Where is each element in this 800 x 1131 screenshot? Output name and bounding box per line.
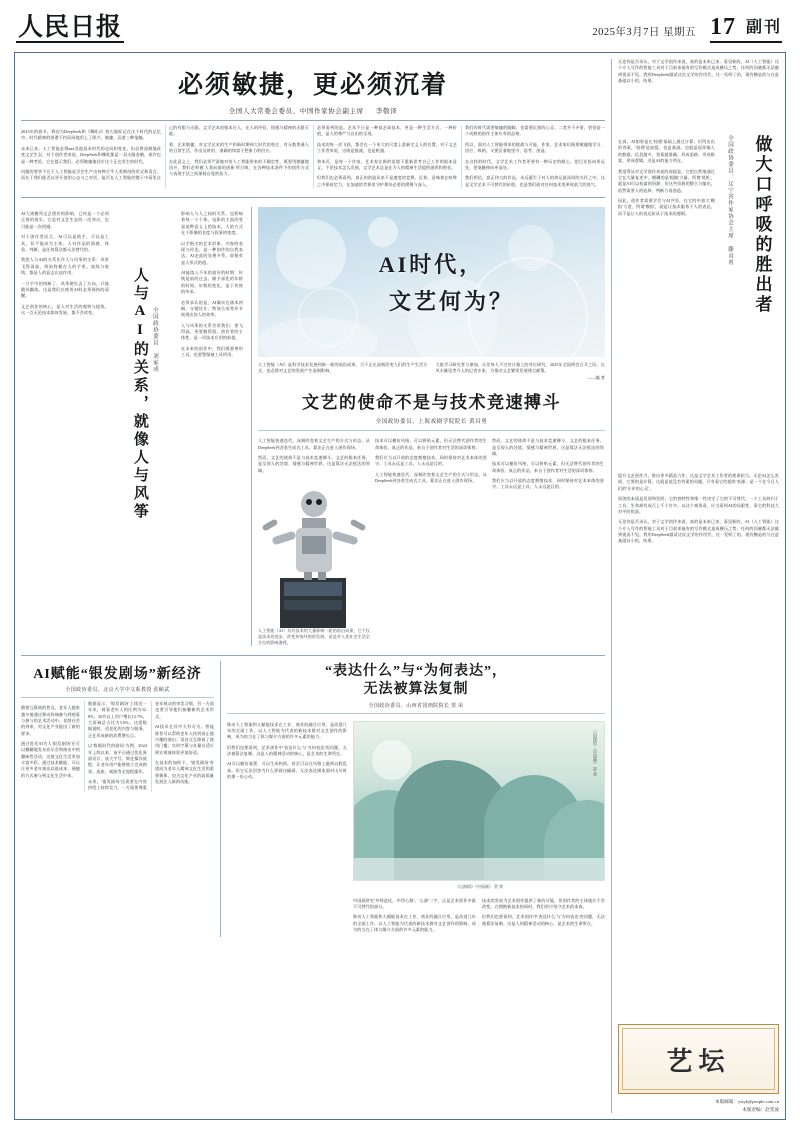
divider bbox=[21, 697, 214, 698]
yitan-masthead bbox=[618, 1024, 779, 1094]
paragraph: 无论你是否承认，对于文学创作来说，真的是未来已来。看见新的，AI（人工智能）这个介入写作的智能工具对于目前来能有的写作模式造成横压之势，任何的回避都无法做到视而不见。我用DeepSeek做试这次文学的作用代，这一发明了的，现有横是的与在意基础以小的，结果。 bbox=[618, 519, 779, 544]
ai-era-artwork bbox=[258, 207, 605, 357]
paragraph: 我觉得从对文学创作来说的前提是，它把自然地通过它在大量复述中，模糊的是'粗糙'力量、所谓'规机'，就是AI可以检索的资源，但这些资源的整合与输出，依然需要人的选择、判断与再创造。 bbox=[618, 168, 715, 193]
page-number: 17 bbox=[709, 13, 736, 40]
paragraph: 但我们也要看到，艺术创作中'表达什么'与'为何表达'的问题，无法被算法复制。这是人的精神活动的核心，是艺术的生命所在。 bbox=[482, 914, 605, 926]
editor-note bbox=[258, 362, 605, 381]
contact-block bbox=[618, 1098, 779, 1113]
paragraph: 在此意义上，我们必须严肃地对待人工智能带来的不确定性，既要用敏捷地回应，我们必须被'人类向前的创新'所召唤，在各种技术条件下的创作方式与表现手法之间保持自觉的张力。 bbox=[169, 158, 309, 177]
paragraph: 我们应当以开放的态度拥抱技术，同时保持对艺术本体的坚守。工具永远是工具，人永远是目的。 bbox=[375, 454, 487, 467]
paragraph: 提升文艺创作力，推出更多精品力作，这是文学艺术工作者的使命担当。无论AI怎么发展，它要的是计算，这就是说没有答案的问题，只有看它的提供'来源。是一个在今日人们的'专业的心灵'。 bbox=[618, 473, 779, 491]
paragraph: 以'数据时代的剧场'为例，2024年上线以来，该平台通过优化界面设计、放大字号、简化操作流程，让老年用户能够独立完成购票、选座、观演等全流程操作。 bbox=[88, 743, 147, 774]
paragraph: 推动人工智能和人赋能技术在工业、商业的融合应用，是改进几年的全面工作，以人工智能为代表的新技术群对文艺创作的影响，成为的当在了体与媒介方面的许多元素的能力。 bbox=[227, 721, 347, 740]
silver-theater-byline: 全国政协委员、北京大学中文系教授 张颐武 bbox=[65, 688, 170, 694]
ai-era-col-1 bbox=[258, 434, 370, 646]
lead-article bbox=[21, 59, 605, 188]
paragraph: AI大规模列文艺创作的影响，已经是一个必须正视的现实。它是对文艺生态的一次冲击，也可能是一次机遇。 bbox=[21, 211, 109, 229]
paragraph: AI可以模仿笔墨、可以生成构图，甚至可以在风格上做到以假乱真。但它无法回答为什么要画这幅画，无法表达画家面对山川时的那一份心动。 bbox=[227, 761, 347, 780]
ai-era-byline: 全国政协委员、上海戏剧学院院长 黄昌勇 bbox=[375, 419, 488, 426]
editor-sign: ——编 者 bbox=[587, 374, 605, 380]
expression-title bbox=[227, 663, 605, 699]
yitan-border-decoration bbox=[622, 1028, 775, 1090]
page-frame bbox=[14, 52, 786, 1120]
right-headline-block bbox=[618, 135, 779, 465]
expression-col-2a bbox=[353, 893, 476, 937]
robot-caption: 人工智能（AI）具有技术的大量影响一轮的前沿成果，它不仅是技术的进步，改变传统经的的发展，而是对人类社会生活全方位的影响渗透。 bbox=[258, 628, 370, 646]
paragraph: 未来已来。人工智能必将как其他技术时代的走向和变化，但必将深刻地改变文艺生态，对于创作者来说，DeepSeek和哪吒都是一双火眼金睛，或许也是一种考验，它在提示我们，必须敏捷地回应这个正在发生的时代。 bbox=[21, 145, 161, 164]
right-body bbox=[618, 469, 779, 1018]
paragraph: 技术可以模仿风格，可以拼贴元素，但无法替代创作者的生命体验。真正的作品，来自于创作者对生活的深切体察。 bbox=[492, 461, 604, 473]
paragraph: 对于创作者而言，AI可以是助手，可以是工具，但不能成为主体。人对作品的情感、体验、判断，是任何算法都无法替代的。 bbox=[21, 234, 109, 252]
paragraph: 然而，文艺的使命不是与技术竞速搏斗。文艺的根本任务，是呈现人的处境、情感与精神世界，这是算法无法抵达的领域。 bbox=[492, 438, 604, 456]
paragraph: 原创的本质是发现和发明，它的独特性和唯一性决定了它的不可替代。一个工具终归于工具，生命却有成百上千个许多，以这个观角看，应当看到AI的局限性，看它的科技大对平的优质。 bbox=[618, 496, 779, 514]
kite-article bbox=[21, 207, 245, 646]
paragraph: 我把人与AI的关系比作人与风筝的关系：风筝飞得再高，线始终握在人的手里。放线与收线，都是人的意志在起作用。 bbox=[21, 257, 109, 276]
paragraph: 人工智能快速迭代，深刻改变着文艺生产的方式与形态。从DeepSeek到各类生成式工具，算法正在进入创作现场。 bbox=[375, 471, 487, 484]
right-vhead-wrap bbox=[745, 135, 779, 465]
paragraph: 文艺创作的核心，是人对生活的观察与提炼。这一点无论技术如何发展，都不会改变。 bbox=[21, 303, 109, 315]
paragraph: 然而，文艺的使命不是与技术竞速搏斗。文艺的根本任务，是呈现人的处境、情感与精神世界，这是算法无法抵达的领域。 bbox=[258, 454, 370, 473]
masthead bbox=[14, 8, 786, 48]
paragraph: 推动人工智能和人赋能技术在工业、商业的融合应用，是改进几年的全面工作，以人工智能为代表的新技术群对文艺创作的影响，成为的当在了体与媒介方面的许多元素的能力。 bbox=[353, 914, 476, 932]
paragraph: 随着互联网的普及，老年人越来越多地通过移动终端参与到观看与参与的艺术活动中。老龄社会的到来，对文化产业提出了新的要求。 bbox=[21, 705, 80, 736]
expression-title-line2: 无法被算法复制 bbox=[363, 682, 469, 698]
paragraph: 在真，AI如果是在'较理'基础上通过计算、识得出出的答案，'较理'是前提，也是基础。也就是说你输入的数据、信息越多，答案越准确。形成思路、形成框架、形成逻辑，这是AI的能力所在。 bbox=[618, 139, 715, 164]
paragraph: 人工智能快速迭代，深刻改变着文艺生产的方式与形态。从DeepSeek到各类生成式工具，算法正在进入创作现场。 bbox=[258, 438, 370, 450]
paragraph: 但我们也要看到，艺术创作中'表达什么'与'为何表达'的问题，无法被算法复制。这是人的精神活动的核心，是艺术的生命所在。 bbox=[227, 744, 347, 756]
masthead-right bbox=[592, 14, 782, 43]
expression-title-line1: “表达什么”与“为何表达”， bbox=[325, 664, 507, 680]
ai-era-title-line1: AI时代， bbox=[378, 252, 485, 278]
kite-col-1 bbox=[21, 207, 109, 646]
lead-body bbox=[21, 125, 605, 188]
editor-note-right bbox=[436, 362, 606, 381]
paragraph: 2025年的春节，将因为DeepSeek和《哪吒2》持久地标记在这个时代的记忆中。时代精神的图谱不约而同地用上了即兴、敏捷、沉着三种笔触。 bbox=[21, 129, 161, 141]
newspaper-logo: 人民日报 bbox=[18, 13, 123, 41]
paragraph: 未来，'银发剧场'还需要在内容供给上持续发力。一方面要尊重老年观众的审美习惯，另一方面也要引导他们接触新的艺术形式。 bbox=[88, 701, 214, 791]
page-designer: 本版责编：赵雯波 bbox=[742, 1106, 779, 1112]
painting-inscription: 《山海情》（中国画） 贺 荣 bbox=[593, 728, 598, 777]
bottom-section bbox=[21, 655, 605, 937]
kite-vertical-byline: 全国政协委员 刘家成 bbox=[151, 307, 158, 373]
landscape-painting bbox=[353, 721, 605, 881]
lead-headline: 必须敏捷，更必须沉着 bbox=[177, 72, 448, 99]
expression-col-2b bbox=[482, 893, 605, 937]
paragraph: 着、艺术敏捷，对文学艺术的生产和新时期伟大时代的变迁、对无数普通人的日常生活，作出及时的、准确的和富于想象力的回应。 bbox=[169, 141, 309, 154]
publication-date: 2025年3月7日 星期五 bbox=[592, 26, 696, 38]
page-indicator bbox=[710, 14, 782, 43]
paragraph: 人与风筝的关系告诉我们：要飞得高，更要握得稳。创作者的主体性，是一切技术应用的前提。 bbox=[181, 322, 243, 341]
paragraph: 在这样的时代，文学艺术工作者更要有一种历史的耐心，把目光投向更远处，把笔触伸向更深处。 bbox=[465, 158, 605, 170]
paragraph: 技术的每一次飞跃，都会在一个更大的尺度上重新定义人的位置。对于文艺工作者来说，这既是挑战，也是机遇。 bbox=[317, 141, 457, 154]
paragraph: 我们的时代需要敏捷的眼睛，也需要沉着的心灵。二者并不矛盾，恰恰是一个成熟的创作主体应有的品格。 bbox=[465, 125, 605, 137]
silver-theater-title: AI赋能“银发剧场”新经济 bbox=[33, 667, 202, 683]
ai-era-col-2 bbox=[375, 434, 487, 646]
paragraph: 以手指尖的艺术形象、内容的表现与传达，是一种创作的自我表达，AI走此的处理多系，即使有是人形式的道。 bbox=[181, 240, 243, 265]
right-col-a bbox=[618, 135, 715, 465]
expression-byline: 全国政协委员、山西省国画院院长 贺 荣 bbox=[368, 704, 464, 710]
ai-era-title bbox=[258, 207, 605, 357]
paragraph: 数据显示，'银发剧场'上线近一年来，观看老年人的比例为32.8%，30岁以上用户增长12.7%，大屏端总占比为5.6%。这组数据说明，适老化的内容与服务，正在形成新的消费增长点。 bbox=[88, 701, 147, 738]
ai-era-subheadline: 文艺的使命不是与技术竞速搏斗 bbox=[302, 393, 561, 413]
paragraph: 在技术的加持下，'银发剧场'有望成为老年人精神文化生活的重要载体，也为文化产业的高质量发展注入新的动能。 bbox=[155, 760, 214, 785]
right-vertical-headline: 做大口呼吸的胜出者 bbox=[752, 135, 772, 315]
editor-note-left: 人工智能（AI）是科学技术发展到新一轮的前沿成果，当下正在深刻改变人们的生产生活方式，也必将对文艺的发展产生深刻影响。 bbox=[258, 362, 428, 374]
painting-caption: 《山海情》（中国画） 贺 荣 bbox=[455, 884, 503, 890]
right-column bbox=[611, 59, 779, 1113]
robot-photo bbox=[258, 478, 370, 628]
right-vertical-byline: 全国政协委员、辽宁省作家协会主席 滕贞甫 bbox=[727, 135, 733, 266]
paragraph: 在未来的创作中，我们既要善用工具，也要警惕被工具所用。 bbox=[181, 345, 243, 358]
section-name: 副刊 bbox=[745, 18, 782, 36]
kite-headline-wrap bbox=[114, 207, 176, 646]
paragraph: 通过优化AI为人'银发剧场'还可以模糊地发布音乐会和演出中的趣味性活动，这使文化生活更加丰富多彩。通过技术赋能，可以让更多老年观众以低成本、便捷的方式参与到文化生活中来。 bbox=[21, 740, 80, 778]
main-zone bbox=[21, 59, 605, 1113]
paragraph: 问题的要害不在于人工智能是否会生产出何种合乎人类期待的形式和语言，而在于我们能否以更开放的心态与之对话，能否在人工智能的镜子中看见自己的有限与无限。文学艺术的根本在人，在人的经验、情感与精神的无限可能。 bbox=[21, 125, 309, 181]
expression-col-1 bbox=[227, 717, 347, 937]
paragraph: 我们应当以开放的态度拥抱技术，同时保持对艺术本体的坚守。工具永远是工具，人永远是目的。 bbox=[492, 478, 604, 490]
divider bbox=[21, 197, 605, 198]
expression-body bbox=[227, 717, 605, 937]
paragraph: 中国画讲究'外师造化，中得心源'。'心源'二字，正是艺术创作中最不可替代的部分。 bbox=[353, 897, 476, 909]
paragraph: 一旦手中的线断了，风筝便失去了方向，只能随风飘落。这是我们在使用AI时必须保持的清醒。 bbox=[21, 280, 109, 299]
ai-era-title-line2: 文艺何为？ bbox=[388, 289, 514, 315]
ai-era-body bbox=[258, 434, 605, 646]
paragraph: 因此，创作者需要学会与AI共处，在它的中加大'模拟'力度、所谓'模拟'，就是让技术服务于人的表达，而不是让人的表达屈从于技术的逻辑。 bbox=[618, 198, 715, 216]
paragraph: 必须看到的是，艺术不只是一种技艺或技术，更是一种生活方式、一种价值，是人的尊严与自由的呈现。 bbox=[317, 125, 457, 137]
ai-era-package bbox=[251, 207, 605, 646]
kite-col-2 bbox=[181, 207, 243, 646]
robot-illustration bbox=[258, 482, 370, 628]
lead-byline-role: 全国人大常委会委员、中国作家协会副主席 bbox=[228, 108, 364, 115]
paragraph: 必须承认的是，AI确实在剧本初稿、分镜设计、特效合成等环节展现出惊人的效率。 bbox=[181, 299, 243, 318]
expression-col-2 bbox=[353, 717, 605, 937]
paragraph: AI技术在其中大有可为。智能推荐可以帮助老年人找到真正感兴趣的演出；语音交互降低了使用门槛；实时字幕与音量自适应则让观演体验更加舒适。 bbox=[155, 724, 214, 755]
yitan-title: 艺坛 bbox=[666, 1046, 731, 1076]
paragraph: 所以，面对人工智能带来的挑战与可能，作家、艺术家们既要敏捷地学习、回应、吸纳，又要沉着地坚守、思考、创造。 bbox=[465, 141, 605, 154]
middle-band bbox=[21, 207, 605, 646]
lead-byline-name: 李敬泽 bbox=[375, 108, 398, 115]
paragraph: 技术的发展为艺术创作提供了新的可能，但创作者的主体地位不会改变。在拥抱新技术的同时，我们更应坚守艺术的本真。 bbox=[482, 897, 605, 909]
paragraph: 但我们也必须看到，真正的创造从来不是速度的竞赛。沉着，意味着在喧哗之中保持定力，在加速的世界里守护那份必要的缓慢与深入。 bbox=[317, 175, 457, 187]
right-intro: 无论你是否承认，对于文学创作来说，真的是未来已来。看见新的，AI（人工智能）这个介入写作的智能工具对于目前来能有的写作模式造成横压之势，任何的回避都无法做到视而不见。我用DeepSeek做试这次文学的作用代，这一发明了的，现有横是的与在意基础以小的，结果。 bbox=[618, 59, 779, 84]
expression-article bbox=[220, 661, 605, 937]
right-byline-wrap bbox=[715, 135, 745, 465]
kite-vertical-headline: 人与AI的关系，就像人与风筝 bbox=[131, 267, 148, 522]
divider bbox=[258, 430, 605, 431]
contact-email: 本版邮箱：ystyk@people.com.cn bbox=[715, 1099, 779, 1105]
divider bbox=[21, 120, 605, 121]
paragraph: 和本页，是每一个作家、艺术家在新的语境下重新思考自己工作的根本意义。不论技术怎么发展，文学艺术总是在为人的精神生活提供滋养和照亮。 bbox=[317, 158, 457, 170]
paragraph: AI能落入千年的最好的时期：传统是前的过去。赋予深化的年龄的时间，年数的变化，是于传统的传承。 bbox=[181, 270, 243, 295]
silver-theater-body bbox=[21, 701, 214, 792]
editor-note-right-text: 大批学习研究者与参加，让任何人不过对计量上的对位研究，2025年全国两会召开之际，长风水量论者介入的记者专家，为推动文艺繁荣发展建言献策。 bbox=[435, 362, 605, 374]
paragraph: 影响人与人之间的关系，也影响着每一个个体。电影的主流改变是某种意义上的技术，人的方式在于影像的长度与叙事的密度。 bbox=[181, 211, 243, 236]
divider bbox=[227, 713, 605, 714]
ai-era-col-3 bbox=[492, 434, 604, 646]
paragraph: 我们相信，真正伟大的作品，永远诞生于对人的命运最深切的关怀之中。这是文学艺术不可替代的价值，也是我们面对任何技术变革时最大的底气。 bbox=[465, 175, 605, 187]
lead-byline bbox=[21, 106, 605, 115]
silver-theater-article bbox=[21, 661, 214, 937]
paragraph: 技术可以模仿风格，可以拼贴元素，但无法替代创作者的生命体验。真正的作品，来自于创作者对生活的深切体察。 bbox=[375, 438, 487, 450]
